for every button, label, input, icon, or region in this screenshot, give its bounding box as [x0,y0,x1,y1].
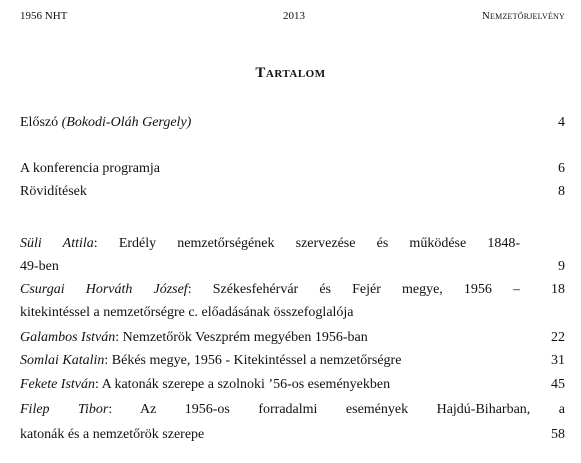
toc-page-number: 9 [558,259,565,274]
toc-entry-text: katonák és a nemzetőrök szerepe [20,427,205,442]
header-left: 1956 NHT [20,10,68,22]
toc-page-number: 31 [551,353,565,368]
toc-page-number: 18 [551,282,565,297]
toc-page-number: 8 [558,184,565,199]
header-year: 2013 [283,10,305,22]
toc-entry-text: Filep Tibor: Az 1956-os forradalmi események Hajdú-Biharban, a [20,402,565,417]
toc-entry-fekete [20,376,565,394]
toc-entry-abbreviations [20,183,565,201]
toc-entry-text: Csurgai Horváth József: Székesfehérvár és Fejér megye, 1956 – [20,282,520,297]
toc-entry-somlai [20,352,565,370]
page-title: Tartalom [255,65,326,81]
toc-entry-text: Somlai Katalin: Békés megye, 1956 - Kitekintéssel a nemzetőrségre [20,353,402,368]
toc-entry-program [20,160,565,178]
toc-entry-csurgai [20,281,565,299]
running-header [20,10,565,26]
toc-entry-text: 49-ben [20,259,59,274]
toc-entry-text: Fekete István: A katonák szerepe a szolnoki ’56-os eseményekben [20,377,391,392]
toc-entry-text: Előszó (Bokodi-Oláh Gergely) [20,115,192,130]
toc-entry-csurgai-cont [20,304,565,322]
toc-entry-suli [20,235,565,253]
toc-entry-text: Galambos István: Nemzetőrök Veszprém megyében 1956-ban [20,330,368,345]
toc-page-number: 45 [551,377,565,392]
toc-entry-filep [20,401,565,419]
header-right: Nemzetőrjelvény [481,10,565,22]
toc-page-number: 6 [558,161,565,176]
toc-entry-preface [20,114,565,132]
toc-entry-suli-cont [20,258,565,276]
toc-page-number: 4 [558,115,565,130]
toc-entry-filep-cont [20,426,565,444]
toc-entry-galambos [20,329,565,347]
toc-entry-text: Süli Attila: Erdély nemzetőrségének szervezése és működése 1848- [20,236,520,251]
toc-entry-text: Rövidítések [20,184,87,199]
toc-entry-text: A konferencia programja [20,161,160,176]
toc-page-number: 22 [551,330,565,345]
toc-entry-text: kitekintéssel a nemzetőrségre c. előadásának összefoglalója [20,305,354,320]
toc-page-number: 58 [551,427,565,442]
